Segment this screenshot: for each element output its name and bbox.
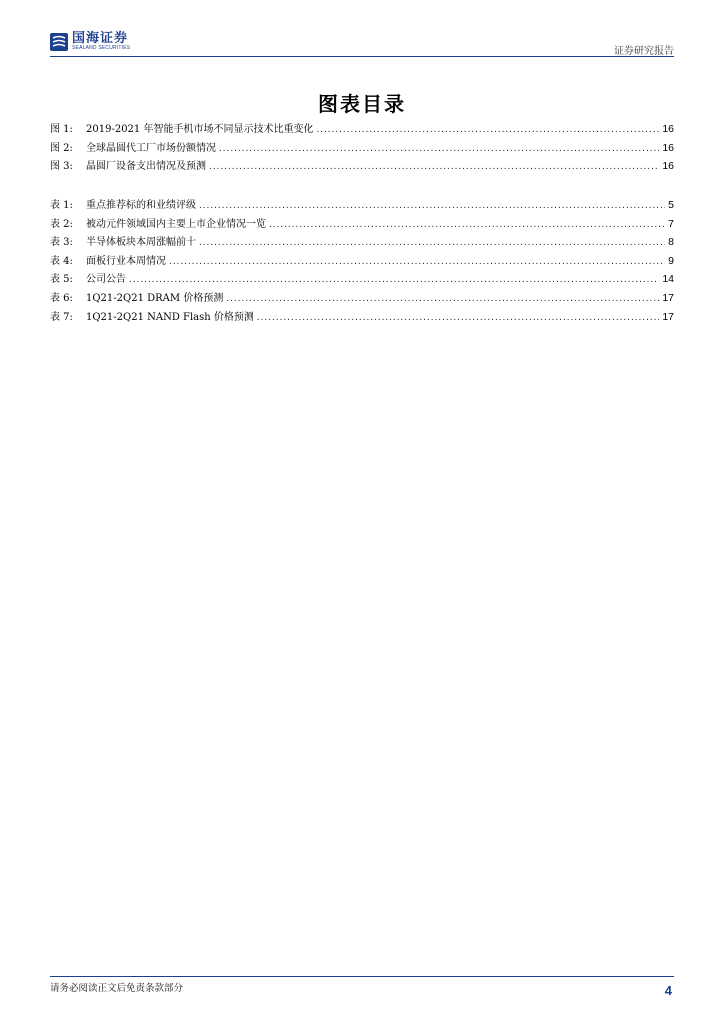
entry-page: 17 — [662, 291, 674, 304]
toc-entry-table-4[interactable] — [50, 252, 674, 271]
toc-entry-table-2[interactable] — [50, 215, 674, 234]
dot-leader — [199, 234, 665, 253]
entry-title: 1Q21-2Q21 NAND Flash 价格预测 — [86, 311, 254, 323]
entry-title: 被动元件领域国内主要上市企业情况一览 — [86, 218, 266, 230]
page-header — [50, 28, 674, 58]
header-divider — [50, 56, 674, 57]
footer-disclaimer: 请务必阅读正文后免责条款部分 — [50, 983, 184, 994]
dot-leader — [129, 271, 659, 290]
entry-page: 16 — [662, 160, 674, 173]
dot-leader — [219, 140, 659, 159]
entry-label: 表 1: — [50, 200, 73, 211]
entry-page: 16 — [662, 123, 674, 135]
toc-entry-table-7[interactable] — [50, 308, 674, 327]
tables-list — [50, 196, 674, 326]
dot-leader — [226, 290, 659, 309]
entry-page: 8 — [668, 236, 674, 249]
report-type: 证券研究报告 — [614, 46, 674, 57]
entry-label: 图 2: — [50, 142, 73, 154]
entry-label: 表 4: — [50, 255, 73, 267]
figures-list — [50, 120, 674, 176]
entry-label: 图 1: — [50, 124, 73, 135]
dot-leader — [209, 158, 659, 177]
entry-label: 表 5: — [50, 274, 73, 286]
dot-leader — [269, 216, 665, 235]
entry-title: 半导体板块本周涨幅前十 — [86, 237, 196, 249]
entry-title: 晶圆厂设备支出情况及预测 — [86, 161, 206, 173]
entry-page: 5 — [668, 199, 674, 211]
toc-entry-figure-1[interactable] — [50, 120, 674, 139]
entry-page: 17 — [662, 310, 674, 323]
entry-page: 9 — [668, 254, 674, 267]
entry-label: 表 2: — [50, 218, 73, 230]
entry-page: 16 — [662, 141, 674, 154]
dot-leader — [199, 197, 665, 216]
page-title: 图表目录 — [318, 92, 406, 116]
brand-name-cn: 国海证券 — [72, 31, 129, 46]
dot-leader — [316, 121, 659, 140]
entry-title: 公司公告 — [86, 274, 126, 286]
toc-entry-table-5[interactable] — [50, 270, 674, 289]
brand-logo — [50, 32, 130, 51]
brand-name-en: SEALAND SECURITIES — [72, 45, 131, 51]
toc-entry-figure-2[interactable] — [50, 139, 674, 158]
dot-leader — [257, 309, 659, 328]
entry-title: 重点推荐标的和业绩评级 — [86, 200, 196, 211]
dot-leader — [169, 253, 665, 272]
entry-title: 2019-2021 年智能手机市场不同显示技术比重变化 — [86, 124, 314, 135]
toc-entry-table-6[interactable] — [50, 289, 674, 308]
footer-divider — [50, 976, 674, 977]
page-number: 4 — [664, 983, 672, 998]
toc-entry-figure-3[interactable] — [50, 157, 674, 176]
toc-entry-table-3[interactable] — [50, 233, 674, 252]
entry-label: 图 3: — [50, 161, 73, 173]
entry-title: 面板行业本周情况 — [86, 255, 166, 267]
entry-title: 1Q21-2Q21 DRAM 价格预测 — [86, 292, 224, 304]
sealand-logo-icon — [50, 33, 68, 51]
toc-entry-table-1[interactable] — [50, 196, 674, 215]
entry-label: 表 3: — [50, 237, 73, 249]
entry-page: 7 — [668, 217, 674, 230]
entry-label: 表 6: — [50, 292, 73, 304]
entry-title: 全球晶圆代工厂市场份额情况 — [86, 142, 216, 154]
entry-label: 表 7: — [50, 311, 73, 323]
entry-page: 14 — [662, 273, 674, 286]
